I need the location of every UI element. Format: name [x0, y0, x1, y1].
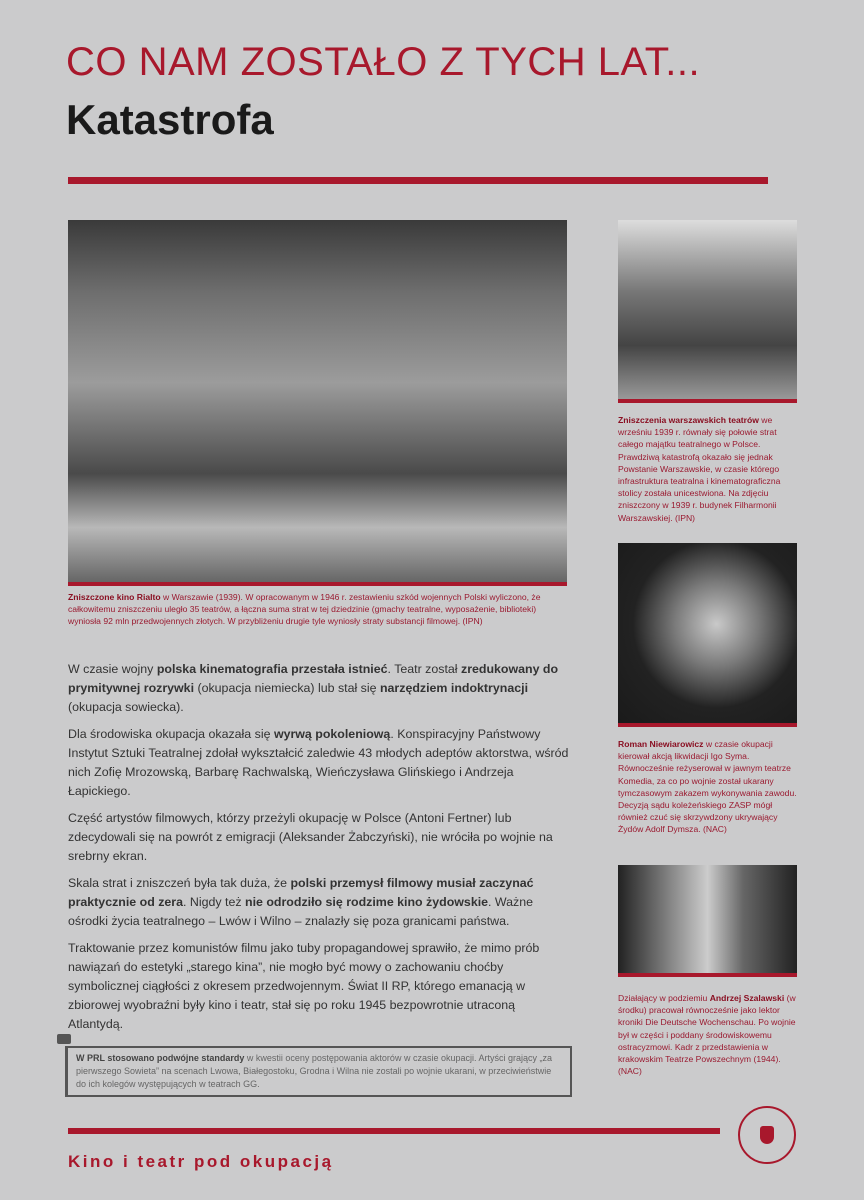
page-title: CO NAM ZOSTAŁO Z TYCH LAT... [66, 40, 701, 84]
note-box: W PRL stosowano podwójne standardy w kwestii oceny postępowania aktorów w czasie okupacji. Artyści grający „za pierwszego Sowieta” na scenach Lwowa, Białegostoku, Grodna i Wilna nie zostali po wojnie ukarani, w przeciwieństwie do ich kolegów występujących w teatrach GG. [65, 1046, 572, 1097]
footer-title: Kino i teatr pod okupacją [68, 1152, 334, 1171]
body-paragraph [68, 874, 572, 931]
text: Skala strat i zniszczeń była tak duża, że [68, 876, 291, 890]
text: Traktowanie przez komunistów filmu jako tuby propagandowej sprawiło, że mimo prób nawiązań do estetyki „starego kina”, nie mogło być mowy o zachowaniu choćby symbolicznej ciągłości z okresem przedwojennym. Świat II RP, którego emanacją w zbiorowej wyobraźni były kino i teatr, stał się po roku 1945 bezpowrotnie utraconą Atlantydą. [68, 941, 540, 1031]
text: (okupacja sowiecka). [68, 700, 184, 714]
text: (okupacja niemiecka) lub stał się [194, 681, 380, 695]
body-paragraph [68, 725, 572, 801]
main-column [68, 660, 572, 1097]
text: . Nigdy też [183, 895, 245, 909]
side-caption-3: Działający w podziemiu Andrzej Szalawski (w środku) pracował równocześnie jako lektor kroniki Die Deutsche Wochenschau. Po wojnie był w części i poddany środowiskowemu ostracyzmowi. Kadr z przedstawienia w krakowskim Teatrze Powszechnym (1944). (NAC) [618, 993, 796, 1077]
text: . Teatr został [387, 662, 461, 676]
film-camera-icon [57, 1034, 71, 1044]
side-photo-philharmonic [618, 220, 797, 403]
body-paragraph [68, 660, 572, 717]
page-subtitle: Katastrofa [66, 96, 274, 143]
body-paragraph [68, 809, 572, 866]
bold-text: nie odrodziło się rodzime kino żydowskie [245, 895, 489, 909]
bold-text: wyrwą pokoleniową [273, 727, 391, 741]
ipn-seal-logo [738, 1106, 796, 1164]
main-photo-rialto [68, 220, 567, 586]
body-paragraph [68, 939, 572, 1034]
body-text [68, 660, 572, 1034]
text: W czasie wojny [68, 662, 157, 676]
text: . Ważne ośrodki życia teatralnego – Lwów i Wilno – znalazły się poza granicami państwa. [68, 895, 534, 928]
main-photo-caption: Zniszczone kino Rialto w Warszawie (1939). W opracowanym w 1946 r. zestawieniu szkód wojennych Polski wyliczono, że całkowitemu zniszczeniu uległo 35 teatrów, a łączna suma strat w tej dziedzinie (gmachy teatralne, wyposażenie, biblioteki) wyniosła 92 mln przedwojennych złotych. W przybliżeniu drugie tyle wyniosły straty substancji filmowej. (IPN) [68, 592, 541, 627]
note-wrapper [68, 1046, 572, 1097]
text: . Konspiracyjny Państwowy Instytut Sztuki Teatralnej zdołał wykształcić zaledwie 43 młodych adeptów aktorstwa, wśród nich Zofię Mrozowską, Barbarę Rachwalską, Wieńczysława Glińskiego i Andrzeja Łapickiego. [68, 727, 569, 798]
text: Część artystów filmowych, którzy przeżyli okupację w Polsce (Antoni Fertner) lub zdecydowali się na powrót z emigracji (Aleksander Żabczyński), nie wróciła po wojnie na srebrny ekran. [68, 811, 553, 863]
side-caption-1: Zniszczenia warszawskich teatrów we wrześniu 1939 r. równały się połowie strat całego majątku teatralnego w Polsce. Prawdziwą katastrofą okazało się jednak Powstanie Warszawskie, w czasie którego infrastruktura teatralna i kinematograficzna stolicy została unicestwiona. Na zdjęciu zniszczony w 1939 r. budynek Filharmonii Warszawskiej. (IPN) [618, 415, 781, 523]
header-divider [68, 177, 768, 184]
side-caption-2: Roman Niewiarowicz w czasie okupacji kierował akcją likwidacji Igo Syma. Równocześnie reżyserował w jawnym teatrze Komedia, za co po wojnie został ukarany tymczasowym zakazem wykonywania zawodu. Decyzją sądu koleżeńskiego ZASP mógł również czuć się skrzywdzony ukrywający Żydów Adolf Dymsza. (NAC) [618, 739, 797, 835]
side-photo-niewiarowicz [618, 543, 797, 727]
bold-text: narzędziem indoktrynacji [379, 681, 529, 695]
side-photo-szalawski [618, 865, 797, 977]
bold-text: zredukowany do prymitywnej rozrywki [68, 662, 559, 695]
footer-divider [68, 1128, 720, 1134]
text: Dla środowiska okupacja okazała się [68, 727, 274, 741]
bold-text: polska kinematografia przestała istnieć [156, 662, 388, 676]
bold-text: polski przemysł filmowy musiał zaczynać praktycznie od zera [68, 876, 534, 909]
